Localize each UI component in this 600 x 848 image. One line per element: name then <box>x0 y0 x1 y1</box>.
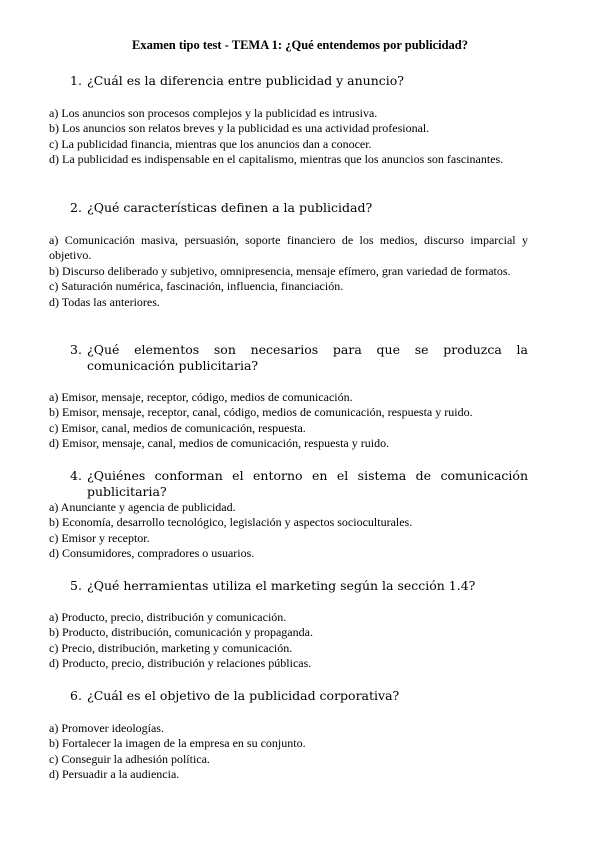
option-a[interactable]: a) Anunciante y agencia de publicidad. <box>49 500 236 514</box>
option-b[interactable]: b) Fortalecer la imagen de la empresa en su conjunto. <box>49 736 306 751</box>
option-d[interactable]: d) Consumidores, compradores o usuarios. <box>49 546 255 561</box>
exam-title: Examen tipo test - TEMA 1: ¿Qué entendemos por publicidad? <box>131 38 469 52</box>
question-text: ¿Cuál es el objetivo de la publicidad corporativa? <box>87 688 400 703</box>
question-4 <box>70 468 528 499</box>
options-1 <box>49 106 528 168</box>
option-c[interactable]: c) Conseguir la adhesión política. <box>49 751 210 766</box>
option-c[interactable]: c) Emisor, canal, medios de comunicación, respuesta. <box>49 420 306 435</box>
question-number: 2. <box>70 200 82 215</box>
option-d[interactable]: d) Producto, precio, distribución y relaciones públicas. <box>49 656 312 671</box>
question-number: 4. <box>70 468 82 483</box>
question-number: 5. <box>70 578 82 593</box>
option-d[interactable]: d) Emisor, mensaje, canal, medios de comunicación, respuesta y ruido. <box>49 436 390 451</box>
option-c[interactable]: c) Saturación numérica, fascinación, influencia, financiación. <box>49 279 344 294</box>
options-5 <box>49 610 528 672</box>
option-c[interactable]: c) Precio, distribución, marketing y comunicación. <box>49 640 293 655</box>
options-2 <box>49 233 528 310</box>
options-4 <box>49 500 528 562</box>
question-number: 3. <box>70 342 82 357</box>
option-d[interactable]: d) Todas las anteriores. <box>49 294 160 309</box>
question-text: ¿Qué elementos son necesarios para que se produzca la comunicación publicitaria? <box>87 342 528 373</box>
option-a[interactable]: a) Producto, precio, distribución y comunicación. <box>49 610 287 624</box>
option-c[interactable]: c) Emisor y receptor. <box>49 530 150 545</box>
question-text: ¿Cuál es la diferencia entre publicidad y anuncio? <box>87 73 404 88</box>
option-a[interactable]: a) Promover ideologías. <box>49 721 164 735</box>
question-text: ¿Quiénes conforman el entorno en el sistema de comunicación publicitaria? <box>87 468 528 499</box>
question-6 <box>70 688 528 704</box>
option-b[interactable]: b) Emisor, mensaje, receptor, canal, código, medios de comunicación, respuesta y ruido. <box>49 405 473 420</box>
option-a[interactable]: a) Los anuncios son procesos complejos y la publicidad es intrusiva. <box>49 106 378 120</box>
question-number: 1. <box>70 73 82 88</box>
question-text: ¿Qué características definen a la publicidad? <box>87 200 373 215</box>
option-b[interactable]: b) Economía, desarrollo tecnológico, legislación y aspectos socioculturales. <box>49 515 413 530</box>
question-2 <box>70 200 528 216</box>
question-5 <box>70 578 528 594</box>
option-c[interactable]: c) La publicidad financia, mientras que los anuncios dan a conocer. <box>49 136 372 151</box>
question-text: ¿Qué herramientas utiliza el marketing según la sección 1.4? <box>87 578 476 593</box>
option-a[interactable]: a) Comunicación masiva, persuasión, soporte financiero de los medios, discurso imparcial y objetivo. <box>49 233 529 263</box>
option-d[interactable]: d) Persuadir a la audiencia. <box>49 767 180 782</box>
options-3 <box>49 390 528 452</box>
option-b[interactable]: b) Los anuncios son relatos breves y la publicidad es una actividad profesional. <box>49 121 430 136</box>
option-b[interactable]: b) Discurso deliberado y subjetivo, omnipresencia, mensaje efímero, gran variedad de formatos. <box>49 263 511 278</box>
option-d[interactable]: d) La publicidad es indispensable en el capitalismo, mientras que los anuncios son fascinantes. <box>49 152 504 167</box>
question-number: 6. <box>70 688 82 703</box>
option-a[interactable]: a) Emisor, mensaje, receptor, código, medios de comunicación. <box>49 390 353 404</box>
option-b[interactable]: b) Producto, distribución, comunicación y propaganda. <box>49 625 313 640</box>
question-1 <box>70 73 528 89</box>
options-6 <box>49 721 528 783</box>
question-3 <box>70 342 528 373</box>
